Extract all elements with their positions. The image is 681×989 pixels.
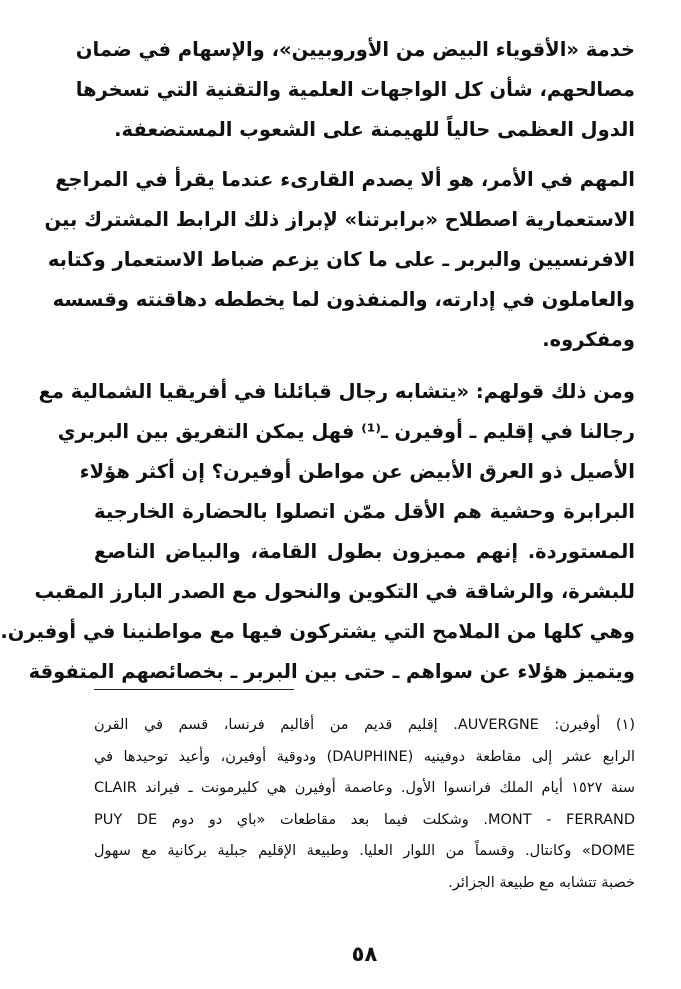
footnote-line: الرابع عشر إلى مقاطعة دوفينيه (DAUPHINE) ودوقية أوفيرن، وأعيد توحيدها في bbox=[94, 748, 635, 765]
footnote-separator bbox=[94, 689, 294, 690]
page-number: ٥٨ bbox=[351, 942, 378, 966]
text-line: للبشرة، والرشاقة في التكوين والنحول مع الصدر البارز المقبب bbox=[34, 580, 635, 603]
paragraph-3 bbox=[0, 372, 635, 692]
paragraph-2 bbox=[44, 160, 635, 360]
text-line: وهي كلها من الملامح التي يشتركون فيها مع مواطنينا في أوفيرن. bbox=[0, 620, 635, 643]
footnote-line: (١) أوفيرن: AUVERGNE. إقليم قديم من أقاليم فرنسا، قسم في القرن bbox=[94, 717, 635, 733]
text-line: رجالنا في إقليم ـ أوفيرن ـ⁽¹⁾ فهل يمكن التفريق بين البربري bbox=[57, 420, 635, 443]
text-line: الاستعمارية اصطلاح «برابرتنا» لإبراز ذلك الرابط المشترك بين bbox=[44, 208, 635, 231]
footnote-line: MONT - FERRAND. وشكلت فيما بعد مقاطعات «باي دو دوم PUY DE bbox=[94, 811, 636, 828]
text-line: مصالحهم، شأن كل الواجهات العلمية والتقنية التي تسخرها bbox=[75, 78, 635, 101]
text-line: والعاملون في إدارته، والمنفذون لما يخططه دهاقنته وقسسه bbox=[52, 288, 635, 311]
paragraph-1 bbox=[75, 30, 635, 150]
text-line: المستوردة. إنهم مميزون بطول القامة، والبياض الناصع bbox=[94, 540, 635, 563]
text-line: البرابرة وحشية هم الأقل ممّن اتصلوا بالحضارة الخارجية bbox=[94, 500, 635, 523]
text-line: المهم في الأمر، هو ألا يصدم القارىء عندما يقرأ في المراجع bbox=[55, 168, 635, 191]
footnote-line: خصبة تتشابه مع طبيعة الجزائر. bbox=[448, 874, 635, 891]
text-line: الأصيل ذو العرق الأبيض عن مواطن أوفيرن؟ إن أكثر هؤلاء bbox=[79, 460, 635, 483]
footnote bbox=[94, 710, 635, 899]
book-page bbox=[0, 30, 636, 989]
text-line: ويتميز هؤلاء عن سواهم ـ حتى بين البربر ـ بخصائصهم المتفوقة bbox=[28, 660, 635, 683]
footnote-line: DOME» وكانتال. وقسماً من اللوار العليا. وطبيعة الإقليم جبلية بركانية مع سهول bbox=[94, 843, 635, 859]
text-line: ومن ذلك قولهم: «يتشابه رجال قبائلنا في أفريقيا الشمالية مع bbox=[38, 380, 635, 403]
text-line: خدمة «الأقوياء البيض من الأوروبيين»، والإسهام في ضمان bbox=[75, 38, 635, 61]
text-line: الدول العظمى حالياً للهيمنة على الشعوب المستضعفة. bbox=[114, 118, 635, 141]
footnote-line: سنة ١٥٢٧ أيام الملك فرانسوا الأول. وعاصمة أوفيرن هي كليرمونت ـ فيراند CLAIR bbox=[94, 780, 635, 796]
text-line: الافرنسيين والبربر ـ على ما كان يزعم ضباط الاستعمار وكتابه bbox=[47, 248, 635, 271]
text-line: ومفكروه. bbox=[542, 328, 635, 351]
